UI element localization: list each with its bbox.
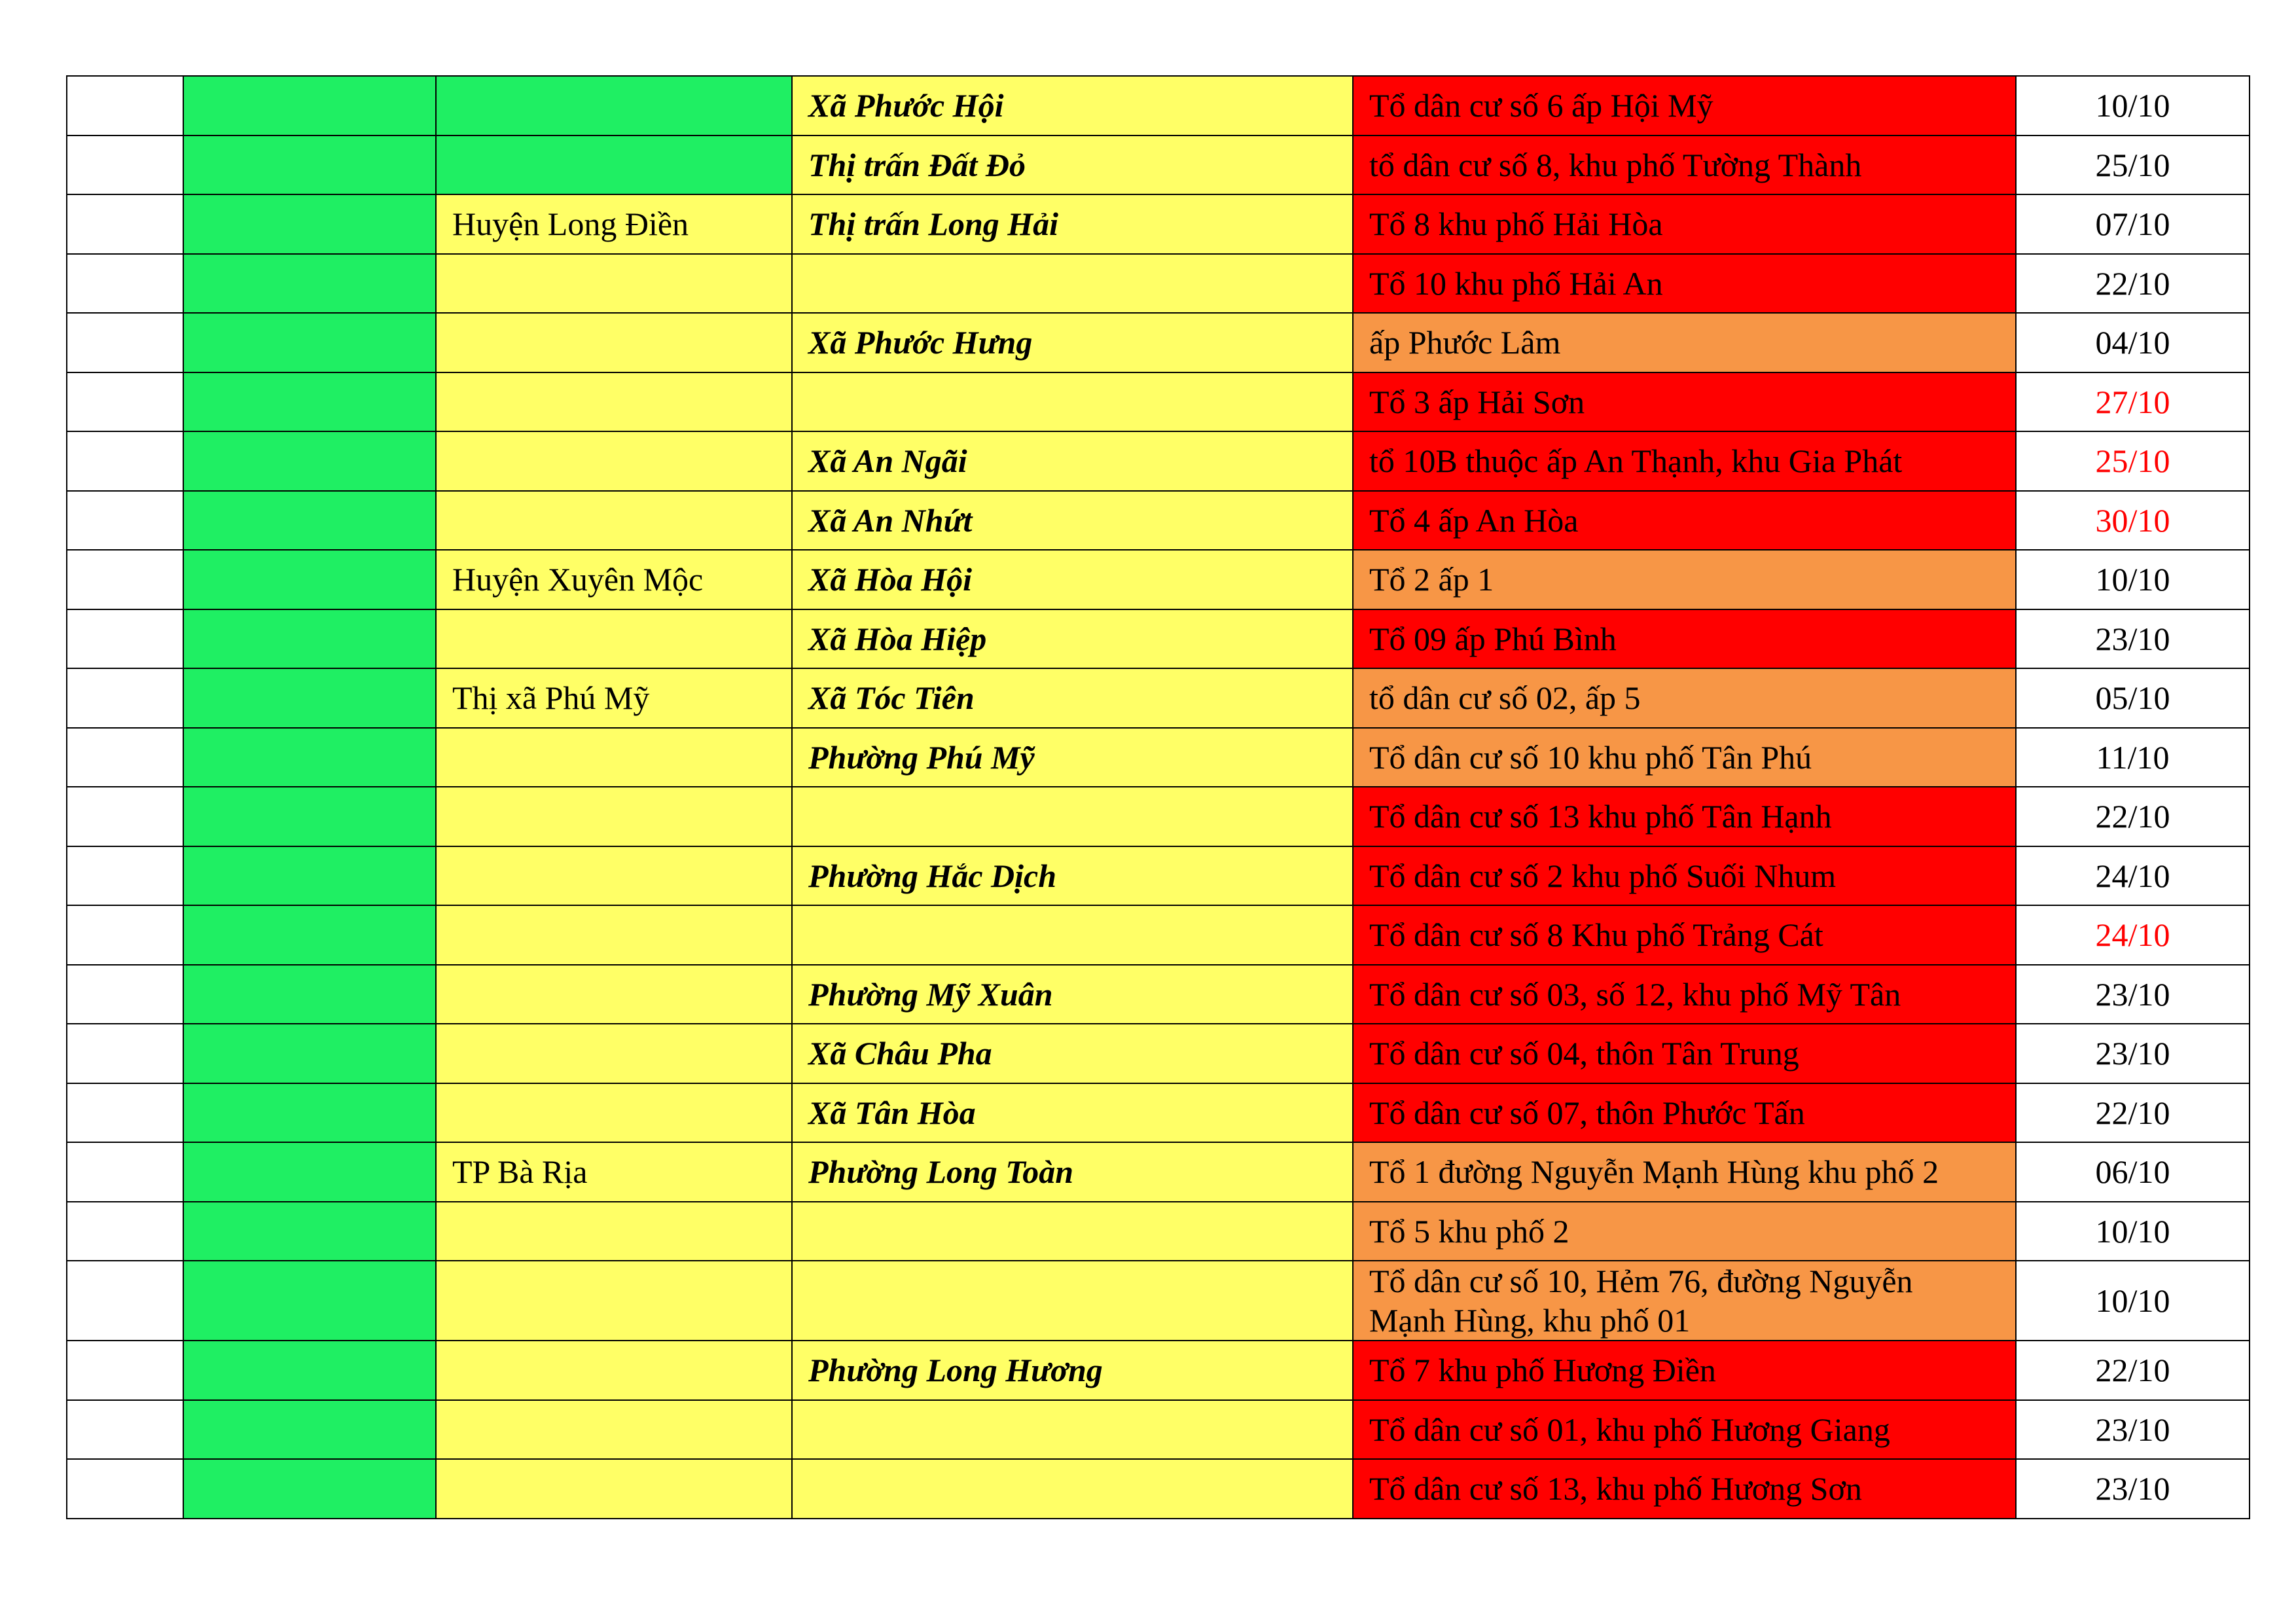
area-cell: Tổ dân cư số 10, Hẻm 76, đường Nguyễn Mạnh Hùng, khu phố 01 [1353, 1261, 2016, 1341]
commune-cell: Phường Long Hương [792, 1341, 1353, 1400]
province-cell [183, 76, 436, 135]
date-cell: 22/10 [2016, 1341, 2250, 1400]
commune-cell: Xã An Nhứt [792, 491, 1353, 550]
table-row [67, 431, 2250, 491]
commune-cell [792, 1459, 1353, 1519]
district-cell [436, 846, 792, 906]
index-cell [67, 135, 183, 195]
index-cell [67, 1142, 183, 1202]
area-cell: Tổ dân cư số 13, khu phố Hương Sơn [1353, 1459, 2016, 1519]
date-cell: 23/10 [2016, 1024, 2250, 1083]
district-cell [436, 372, 792, 432]
district-cell [436, 609, 792, 669]
district-cell [436, 1341, 792, 1400]
province-cell [183, 135, 436, 195]
area-cell: Tổ 09 ấp Phú Bình [1353, 609, 2016, 669]
table-row [67, 491, 2250, 550]
table-row [67, 1400, 2250, 1460]
district-cell [436, 1261, 792, 1341]
index-cell [67, 668, 183, 728]
area-cell: ấp Phước Lâm [1353, 313, 2016, 372]
commune-cell [792, 905, 1353, 965]
index-cell [67, 1459, 183, 1519]
province-cell [183, 1261, 436, 1341]
district-cell [436, 313, 792, 372]
province-cell [183, 846, 436, 906]
district-cell: TP Bà Rịa [436, 1142, 792, 1202]
table-row [67, 372, 2250, 432]
date-cell: 10/10 [2016, 550, 2250, 609]
date-cell: 22/10 [2016, 254, 2250, 314]
index-cell [67, 728, 183, 787]
date-cell: 11/10 [2016, 728, 2250, 787]
commune-cell: Xã Phước Hưng [792, 313, 1353, 372]
commune-cell: Xã Hòa Hội [792, 550, 1353, 609]
date-cell: 25/10 [2016, 431, 2250, 491]
commune-cell: Thị trấn Long Hải [792, 194, 1353, 254]
commune-cell: Xã Phước Hội [792, 76, 1353, 135]
index-cell [67, 550, 183, 609]
province-cell [183, 668, 436, 728]
commune-cell: Phường Phú Mỹ [792, 728, 1353, 787]
district-cell [436, 965, 792, 1024]
district-cell [436, 1202, 792, 1261]
area-cell: Tổ dân cư số 2 khu phố Suối Nhum [1353, 846, 2016, 906]
province-cell [183, 1400, 436, 1460]
date-cell: 23/10 [2016, 965, 2250, 1024]
area-cell: Tổ 3 ấp Hải Sơn [1353, 372, 2016, 432]
province-cell [183, 1024, 436, 1083]
area-cell: Tổ 4 ấp An Hòa [1353, 491, 2016, 550]
date-cell: 10/10 [2016, 76, 2250, 135]
district-cell: Thị xã Phú Mỹ [436, 668, 792, 728]
date-cell: 22/10 [2016, 787, 2250, 846]
date-cell: 06/10 [2016, 1142, 2250, 1202]
index-cell [67, 905, 183, 965]
index-cell [67, 313, 183, 372]
commune-cell: Phường Hắc Dịch [792, 846, 1353, 906]
table-row [67, 1142, 2250, 1202]
index-cell [67, 1202, 183, 1261]
district-cell [436, 1024, 792, 1083]
province-cell [183, 1341, 436, 1400]
index-cell [67, 609, 183, 669]
date-cell: 24/10 [2016, 905, 2250, 965]
table-row [67, 313, 2250, 372]
province-cell [183, 1142, 436, 1202]
table-row [67, 76, 2250, 135]
commune-cell [792, 1202, 1353, 1261]
outbreak-area-table [66, 75, 2250, 1519]
table-row [67, 1202, 2250, 1261]
index-cell [67, 787, 183, 846]
date-cell: 23/10 [2016, 1459, 2250, 1519]
index-cell [67, 1024, 183, 1083]
area-cell: Tổ dân cư số 10 khu phố Tân Phú [1353, 728, 2016, 787]
index-cell [67, 76, 183, 135]
province-cell [183, 1459, 436, 1519]
province-cell [183, 905, 436, 965]
district-cell: Huyện Xuyên Mộc [436, 550, 792, 609]
index-cell [67, 491, 183, 550]
table-row [67, 609, 2250, 669]
area-cell: Tổ dân cư số 07, thôn Phước Tấn [1353, 1083, 2016, 1143]
commune-cell: Xã Châu Pha [792, 1024, 1353, 1083]
area-cell: Tổ 7 khu phố Hương Điền [1353, 1341, 2016, 1400]
area-cell: Tổ dân cư số 04, thôn Tân Trung [1353, 1024, 2016, 1083]
date-cell: 05/10 [2016, 668, 2250, 728]
district-cell [436, 135, 792, 195]
commune-cell: Xã Tân Hòa [792, 1083, 1353, 1143]
index-cell [67, 194, 183, 254]
table-row [67, 194, 2250, 254]
district-cell [436, 1400, 792, 1460]
province-cell [183, 965, 436, 1024]
district-cell [436, 728, 792, 787]
index-cell [67, 1261, 183, 1341]
index-cell [67, 372, 183, 432]
province-cell [183, 431, 436, 491]
commune-cell: Xã Tóc Tiên [792, 668, 1353, 728]
table-row [67, 135, 2250, 195]
area-cell: Tổ 5 khu phố 2 [1353, 1202, 2016, 1261]
index-cell [67, 965, 183, 1024]
date-cell: 25/10 [2016, 135, 2250, 195]
area-cell: Tổ 10 khu phố Hải An [1353, 254, 2016, 314]
commune-cell [792, 254, 1353, 314]
area-cell: Tổ dân cư số 01, khu phố Hương Giang [1353, 1400, 2016, 1460]
province-cell [183, 1083, 436, 1143]
date-cell: 10/10 [2016, 1202, 2250, 1261]
area-cell: Tổ 1 đường Nguyễn Mạnh Hùng khu phố 2 [1353, 1142, 2016, 1202]
district-cell [436, 76, 792, 135]
district-cell [436, 905, 792, 965]
area-cell: Tổ 8 khu phố Hải Hòa [1353, 194, 2016, 254]
date-cell: 24/10 [2016, 846, 2250, 906]
index-cell [67, 1400, 183, 1460]
district-cell [436, 491, 792, 550]
index-cell [67, 431, 183, 491]
table-row [67, 1459, 2250, 1519]
province-cell [183, 609, 436, 669]
index-cell [67, 846, 183, 906]
district-cell [436, 254, 792, 314]
date-cell: 23/10 [2016, 1400, 2250, 1460]
commune-cell [792, 787, 1353, 846]
district-cell [436, 1083, 792, 1143]
province-cell [183, 194, 436, 254]
area-cell: tổ dân cư số 8, khu phố Tường Thành [1353, 135, 2016, 195]
commune-cell: Phường Mỹ Xuân [792, 965, 1353, 1024]
area-cell: Tổ dân cư số 8 Khu phố Trảng Cát [1353, 905, 2016, 965]
commune-cell: Xã Hòa Hiệp [792, 609, 1353, 669]
area-cell: Tổ dân cư số 6 ấp Hội Mỹ [1353, 76, 2016, 135]
table-row [67, 846, 2250, 906]
date-cell: 23/10 [2016, 609, 2250, 669]
table-row [67, 254, 2250, 314]
province-cell [183, 254, 436, 314]
area-cell: tổ 10B thuộc ấp An Thạnh, khu Gia Phát [1353, 431, 2016, 491]
area-cell: Tổ 2 ấp 1 [1353, 550, 2016, 609]
date-cell: 07/10 [2016, 194, 2250, 254]
commune-cell: Xã An Ngãi [792, 431, 1353, 491]
table-row [67, 1341, 2250, 1400]
district-cell [436, 1459, 792, 1519]
index-cell [67, 254, 183, 314]
province-cell [183, 787, 436, 846]
province-cell [183, 372, 436, 432]
table-row [67, 1083, 2250, 1143]
area-cell: Tổ dân cư số 03, số 12, khu phố Mỹ Tân [1353, 965, 2016, 1024]
province-cell [183, 728, 436, 787]
date-cell: 27/10 [2016, 372, 2250, 432]
commune-cell [792, 372, 1353, 432]
table-row [67, 1261, 2250, 1341]
area-cell: tổ dân cư số 02, ấp 5 [1353, 668, 2016, 728]
commune-cell: Phường Long Toàn [792, 1142, 1353, 1202]
index-cell [67, 1341, 183, 1400]
date-cell: 10/10 [2016, 1261, 2250, 1341]
district-cell: Huyện Long Điền [436, 194, 792, 254]
area-cell: Tổ dân cư số 13 khu phố Tân Hạnh [1353, 787, 2016, 846]
table-row [67, 728, 2250, 787]
table-row [67, 550, 2250, 609]
province-cell [183, 313, 436, 372]
commune-cell [792, 1400, 1353, 1460]
province-cell [183, 550, 436, 609]
table-row [67, 965, 2250, 1024]
district-cell [436, 787, 792, 846]
date-cell: 30/10 [2016, 491, 2250, 550]
table-row [67, 668, 2250, 728]
commune-cell [792, 1261, 1353, 1341]
date-cell: 04/10 [2016, 313, 2250, 372]
table-row [67, 1024, 2250, 1083]
district-cell [436, 431, 792, 491]
province-cell [183, 491, 436, 550]
table-row [67, 905, 2250, 965]
province-cell [183, 1202, 436, 1261]
commune-cell: Thị trấn Đất Đỏ [792, 135, 1353, 195]
table-row [67, 787, 2250, 846]
date-cell: 22/10 [2016, 1083, 2250, 1143]
table-body [67, 76, 2250, 1519]
index-cell [67, 1083, 183, 1143]
